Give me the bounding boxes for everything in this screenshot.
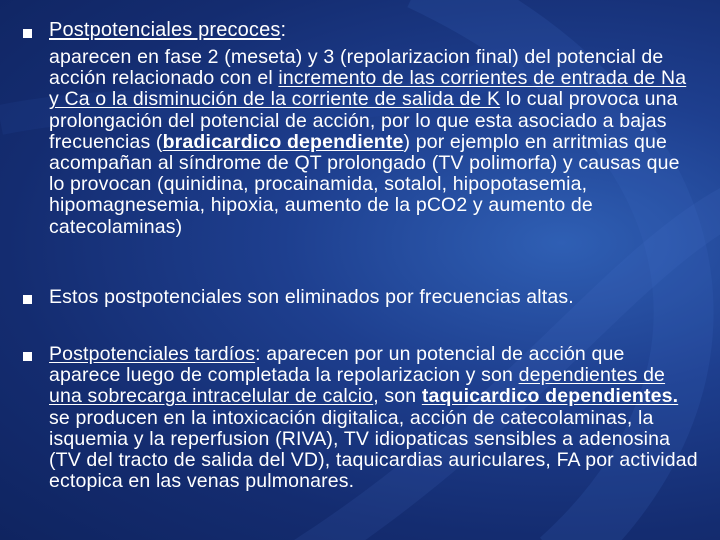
para3-bold-underlined: taquicardico dependientes.: [421, 385, 679, 408]
para1-bold-underlined: bradicardico dependiente: [162, 130, 404, 153]
para3-text-3: se producen en la intoxicación digitalica, acción de catecolaminas, la isquemia y la reperfusion (RIVA), TV idiopaticas sensibles a adenosina (TV del tracto de salida del VD), taquicardias auriculares, FA por actividad ectopica en las venas pulmonares.: [49, 406, 698, 493]
heading-tardios: Postpotenciales tardíos: [49, 343, 256, 365]
paragraph-eliminados: [49, 287, 699, 308]
para3-underlined: dependientes de una sobrecarga intracelular de calcio: [49, 364, 666, 408]
para1-text-1: aparecen en fase 2 (meseta) y 3 (repolarizacion final) del potencial de acción relacionado con el: [49, 46, 664, 90]
bullet-square-icon: [23, 29, 32, 38]
bullet-square-icon: [23, 352, 32, 361]
para3-text-2: , son: [373, 385, 422, 408]
para3-text-1: : aparecen por un potencial de acción que aparece luego de completada la repolarizacion y son: [49, 343, 625, 387]
bullet-heading-precoces: [49, 20, 699, 41]
bullet-square-icon: [23, 295, 32, 304]
paragraph-precoces: [49, 47, 699, 238]
para1-text-3: ) por ejemplo en arritmias que acompañan al síndrome de QT prolongado (TV polimorfa) y causas que lo provocan (quinidina, procainamida, sotalol, hipopotasemia, hipomagnesemia, hipoxia, aumento de la pCO2 y aumento de catecolaminas): [49, 130, 680, 238]
para1-text-2: lo cual provoca una prolongación del potencial de acción, por lo que esta asociado a bajas frecuencias (: [49, 88, 678, 153]
paragraph-tardios: [49, 344, 699, 492]
para1-underlined: incremento de las corrientes de entrada de Na y Ca o la disminución de la corriente de salida de K: [49, 67, 687, 111]
heading-precoces: Postpotenciales precoces: [49, 19, 281, 41]
heading-colon: :: [280, 19, 287, 41]
bullet2-text: Estos postpotenciales son eliminados por frecuencias altas.: [49, 286, 574, 308]
